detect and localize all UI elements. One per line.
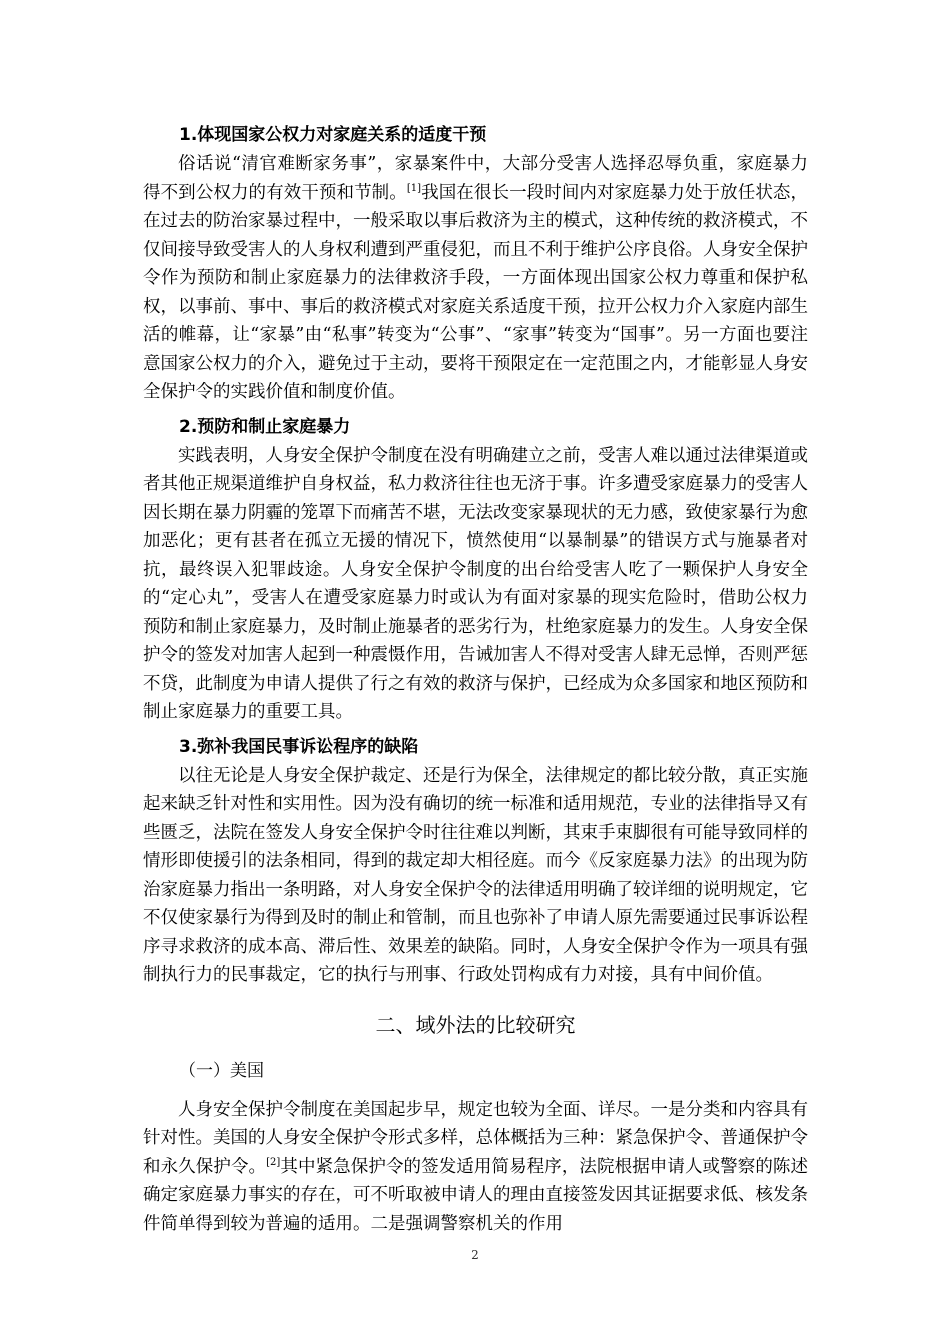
section-1-heading: 1.体现国家公权力对家庭关系的适度干预: [179, 125, 487, 145]
section-2: [143, 413, 808, 727]
section-1-text-a: 俗话说“清官难断家务事”，家暴案件中，大部分受害人选择忍辱负重，家庭暴力得不到公权力的有效干预和节制。: [143, 154, 808, 203]
section-3-heading: 3.弥补我国民事诉讼程序的缺陷: [179, 736, 419, 757]
subsection-text-a: 人身安全保护令制度在美国起步早，规定也较为全面、详尽。一是分类和内容具有针对性。美国的人身安全保护令形式多样，总体概括为三种：紧急保护令、普通保护令和永久保护令。: [143, 1099, 808, 1177]
citation-2[interactable]: [2]: [266, 1156, 281, 1168]
section-3: [143, 733, 808, 990]
section-2-paragraph: 实践表明，人身安全保护令制度在没有明确建立之前，受害人难以通过法律渠道或者其他正规渠道维护自身权益，私力救济往往也无济于事。许多遭受家庭暴力的受害人因长期在暴力阴霾的笼罩下而痛苦不堪，无法改变家暴现状的无力感，致使家暴行为愈加恶化；更有甚者在孤立无援的情况下，愤然使用“以暴制暴”的错误方式与施暴者对抗，最终误入犯罪歧途。人身安全保护令制度的出台给受害人吃了一颗保护人身安全的“定心丸”，受害人在遭受家庭暴力时或认为有面对家暴的现实危险时，借助公权力预防和制止家庭暴力，及时制止施暴者的恶劣行为，杜绝家庭暴力的发生。人身安全保护令的签发对加害人起到一种震慑作用，告诫加害人不得对受害人肆无忌惮，否则严惩不贷，此制度为申请人提供了行之有效的救济与保护，已经成为众多国家和地区预防和制止家庭暴力的重要工具。: [143, 445, 808, 722]
section-2-heading: 2.预防和制止家庭暴力: [179, 416, 351, 437]
section-3-paragraph: 以往无论是人身安全保护裁定、还是行为保全，法律规定的都比较分散，真正实施起来缺乏针对性和实用性。因为没有确切的统一标准和适用规范，专业的法律指导又有些匮乏，法院在签发人身安全保护令时往往难以判断，其束手束脚很有可能导致同样的情形即使援引的法条相同，得到的裁定却大相径庭。而今《反家庭暴力法》的出现为防治家庭暴力指出一条明路，对人身安全保护令的法律适用明确了较详细的说明规定，它不仅使家暴行为得到及时的制止和管制，而且也弥补了申请人原先需要通过民事诉讼程序寻求救济的成本高、滞后性、效果差的缺陷。同时，人身安全保护令作为一项具有强制执行力的民事裁定，它的执行与刑事、行政处罚构成有力对接，具有中间价值。: [143, 765, 808, 985]
document-body: [143, 121, 808, 1238]
chapter-heading: 二、域外法的比较研究: [375, 1012, 576, 1037]
subsection-heading: （一）美国: [179, 1060, 264, 1081]
subsection-text-b: 其中紧急保护令的签发适用简易程序，法院根据申请人或警察的陈述确定家庭暴力事实的存在，可不听取被申请人的理由直接签发因其证据要求低、核发条件简单得到较为普遍的适用。二是强调警察机关的作用: [143, 1156, 809, 1234]
section-1: [143, 121, 808, 407]
subsection-paragraph: [143, 1096, 808, 1239]
citation-1[interactable]: [1]: [406, 182, 422, 194]
section-1-text-b: 我国在很长一段时间内对家庭暴力处于放任状态，在过去的防治家暴过程中，一般采取以事后救济为主的模式，这种传统的救济模式，不仅间接导致受害人的人身权利遭到严重侵犯，而且不利于维护公序良俗。人身安全保护令作为预防和制止家庭暴力的法律救济手段，一方面体现出国家公权力尊重和保护私权，以事前、事中、事后的救济模式对家庭关系适度干预，拉开公权力介入家庭内部生活的帷幕，让“家暴”由“私事”转变为“公事”、“家事”转变为“国事”。另一方面也要注意国家公权力的介入，避免过于主动，要将干预限定在一定范围之内，才能彰显人身安全保护令的实践价值和制度价值。: [143, 182, 809, 402]
section-1-paragraph: [143, 150, 808, 407]
page-number: 2: [471, 1248, 479, 1262]
